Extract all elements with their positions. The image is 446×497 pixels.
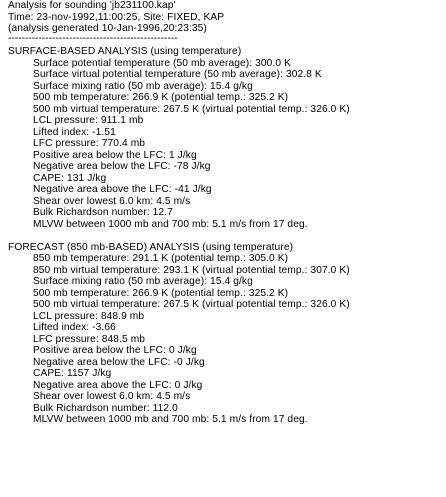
surface-lfc-pressure: LFC pressure: 770.4 mb — [33, 138, 146, 149]
analysis-generated-date: (analysis generated 10-Jan-1996,20:23:35) — [8, 23, 207, 34]
surface-negative-area-below-lfc: Negative area below the LFC: -78 J/kg — [33, 161, 211, 172]
forecast-negative-area-below-lfc: Negative area below the LFC: -0 J/kg — [33, 356, 205, 368]
surface-lcl-pressure: LCL pressure: 911.1 mb — [33, 115, 144, 126]
surface-shear: Shear over lowest 6.0 km: 4.5 m/s — [33, 195, 191, 207]
forecast-lcl-pressure: LCL pressure: 848.9 mb — [33, 310, 145, 322]
surface-mlvw: MLVW between 1000 mb and 700 mb: 5.1 m/s from 17 deg. — [33, 218, 308, 230]
surface-bulk-richardson-number: Bulk Richardson number: 12.7 — [33, 207, 173, 218]
sounding-title: Analysis for sounding 'jb231100.kap' — [8, 0, 176, 11]
header-separator: -------------------------------------------------- — [8, 34, 178, 44]
analysis-document — [8, 0, 444, 426]
forecast-mlvw: MLVW between 1000 mb and 700 mb: 5.1 m/s from 17 deg. — [33, 414, 308, 425]
forecast-850mb-virtual-temperature: 850 mb virtual temperature: 293.1 K (virtual potential temp.: 307.0 K) — [33, 264, 350, 276]
surface-analysis-list — [8, 58, 444, 231]
forecast-analysis-list — [8, 253, 444, 426]
forecast-analysis-heading: FORECAST (850 mb-BASED) ANALYSIS (using temperature) — [8, 241, 294, 253]
surface-500mb-temperature: 500 mb temperature: 266.9 K (potential temp.: 325.2 K) — [33, 92, 289, 103]
forecast-500mb-virtual-temperature: 500 mb virtual temperature: 267.5 K (virtual potential temp.: 326.0 K) — [33, 299, 350, 310]
section-gap — [8, 230, 444, 242]
forecast-shear: Shear over lowest 6.0 km: 4.5 m/s — [33, 391, 191, 402]
surface-analysis-heading: SURFACE-BASED ANALYSIS (using temperature) — [8, 46, 242, 57]
surface-negative-area-above-lfc: Negative area above the LFC: -41 J/kg — [33, 184, 212, 195]
forecast-lfc-pressure: LFC pressure: 848.5 mb — [33, 333, 146, 345]
forecast-lifted-index: Lifted index: -3.66 — [33, 322, 116, 333]
surface-cape: CAPE: 131 J/kg — [33, 172, 107, 184]
forecast-bulk-richardson-number: Bulk Richardson number: 112.0 — [33, 402, 178, 414]
surface-positive-area-below-lfc: Positive area below the LFC: 1 J/kg — [33, 149, 197, 161]
forecast-850mb-temperature: 850 mb temperature: 291.1 K (potential temp.: 305.0 K) — [33, 253, 289, 264]
forecast-negative-area-above-lfc: Negative area above the LFC: 0 J/kg — [33, 379, 203, 391]
forecast-cape: CAPE: 1157 J/kg — [33, 368, 112, 379]
forecast-positive-area-below-lfc: Positive area below the LFC: 0 J/kg — [33, 345, 197, 356]
surface-lifted-index: Lifted index: -1.51 — [33, 126, 116, 138]
forecast-surface-mixing-ratio: Surface mixing ratio (50 mb average): 15.4 g/kg — [33, 276, 253, 287]
surface-potential-temperature: Surface potential temperature (50 mb average): 300.0 K — [33, 57, 291, 69]
sounding-time-site: Time: 23-nov-1992,11:00:25, Site: FIXED, KAP — [8, 11, 225, 23]
surface-virtual-potential-temperature: Surface virtual potential temperature (50 mb average): 302.8 K — [33, 69, 322, 80]
surface-500mb-virtual-temperature: 500 mb virtual temperature: 267.5 K (virtual potential temp.: 326.0 K) — [33, 103, 350, 115]
forecast-500mb-temperature: 500 mb temperature: 266.9 K (potential temp.: 325.2 K) — [33, 287, 289, 299]
surface-mixing-ratio: Surface mixing ratio (50 mb average): 15.4 g/kg — [33, 80, 253, 92]
